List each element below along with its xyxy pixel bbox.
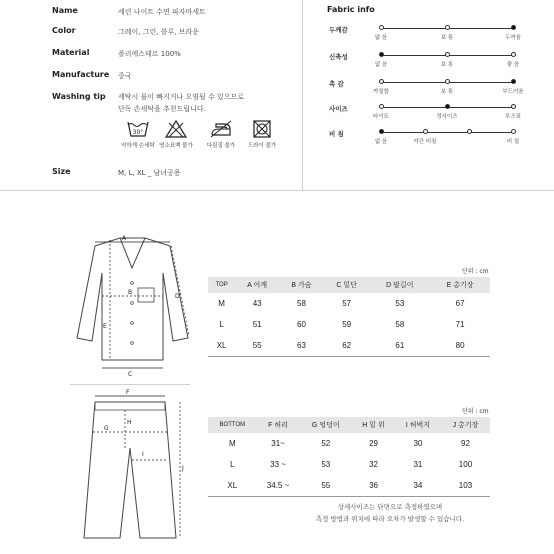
table-header-cell: H 밑 위 (352, 417, 395, 433)
care-bleach (156, 120, 196, 149)
section-divider (0, 190, 554, 191)
table-cell: 80 (430, 335, 490, 356)
table-cell: 51 (252, 320, 262, 329)
top-size-table (208, 277, 490, 357)
fabric-scale-dot (511, 25, 516, 30)
table-cell: 43 (252, 299, 262, 308)
fabric-scale-dot (511, 52, 516, 57)
washing-line1: 세탁시 물이 빠지거나 오염될 수 있으므로 (118, 93, 245, 101)
no-tumble-dry-icon (251, 120, 273, 138)
table-header-cell: TOP (208, 277, 235, 293)
fabric-scale-dot (511, 129, 516, 134)
fabric-scale-dot (379, 79, 384, 84)
fabric-scale-dot (445, 25, 450, 30)
top-unit: 단위 : cm (462, 268, 489, 275)
table-cell: M (228, 439, 236, 448)
color-label: Color (52, 26, 76, 35)
fabric-option-label: 두꺼움 (505, 35, 521, 41)
bottom-letter-h: H (127, 419, 132, 426)
table-cell: 29 (369, 439, 378, 448)
manufacture-label: Manufacture (52, 70, 110, 79)
fabric-row-label: 신축성 (329, 53, 348, 61)
fabric-option-label: 얇 음 (374, 35, 388, 41)
fabric-option-label: 보 통 (440, 89, 454, 95)
care-iron-label: 다림질 불가 (206, 143, 236, 149)
material-label: Material (52, 48, 90, 57)
fabric-scale-dot (445, 52, 450, 57)
care-dry-label: 드라이 불가 (247, 143, 277, 149)
bottom-letter-g: G (104, 425, 109, 432)
fabric-scale-dot (379, 104, 384, 109)
table-header-cell: G 엉덩이 (299, 417, 352, 433)
top-letter-c: C (128, 371, 133, 378)
table-header-cell: A 어깨 (235, 277, 279, 293)
table-cell: 71 (455, 320, 465, 329)
top-letter-e: E (103, 323, 107, 330)
material-value: 폴리에스테르 100% (118, 50, 181, 58)
fabric-row (326, 27, 546, 49)
table-cell: L (230, 460, 235, 469)
care-dry (242, 120, 282, 149)
table-row (208, 433, 490, 454)
table-cell: 58 (395, 320, 405, 329)
table-row (208, 454, 490, 475)
fabric-scale-dot (511, 79, 516, 84)
wash-30-icon (127, 120, 149, 138)
color-value: 그레이, 그린, 블루, 브라운 (118, 28, 199, 36)
table-header-cell: B 가슴 (279, 277, 324, 293)
table-cell: M (218, 299, 225, 308)
table-cell: 92 (461, 439, 470, 448)
fabric-row (326, 106, 546, 128)
note-line2: 측정 방법과 위치에 따라 오차가 발생할 수 있습니다. (315, 515, 465, 523)
name-value: 세린 나이트 수면 파자마세트 (118, 8, 206, 16)
table-cell: L (219, 320, 224, 329)
fabric-option-label: 좋 음 (506, 62, 520, 68)
washing-label: Washing tip (52, 92, 106, 101)
table-cell: 36 (352, 475, 395, 496)
size-label: Size (52, 167, 71, 176)
top-diagram (70, 228, 195, 378)
svg-text:30°: 30° (132, 129, 144, 136)
table-cell: 53 (321, 460, 331, 469)
table-header-cell: E 총기장 (430, 277, 490, 293)
table-cell: 31~ (271, 439, 285, 448)
manufacture-value: 중국 (118, 72, 132, 80)
table-header-row (208, 417, 490, 433)
table-cell: 60 (297, 320, 306, 329)
fabric-option-label: 까칠함 (373, 89, 389, 95)
fabric-option-label: 정사이즈 (436, 114, 458, 120)
table-cell: 34 (395, 475, 441, 496)
fabric-scale-dot (445, 104, 450, 109)
fabric-option-label: 비 침 (506, 139, 520, 145)
bottom-letter-j: J (182, 465, 184, 472)
diagram-divider (70, 384, 190, 385)
name-label: Name (52, 6, 78, 15)
top-letter-d: D (175, 293, 180, 300)
vertical-divider (302, 0, 303, 190)
care-wash (118, 120, 158, 149)
no-bleach-icon (165, 120, 187, 138)
fabric-row (326, 131, 546, 153)
fabric-option-label: 보 통 (440, 35, 454, 41)
bottom-letter-i: I (142, 451, 144, 458)
table-cell: 34.5 ~ (257, 475, 300, 496)
table-cell: 61 (370, 335, 431, 356)
table-header-row (208, 277, 490, 293)
table-row (208, 314, 490, 335)
care-bleach-label: 염소표백 불가 (159, 143, 193, 149)
fabric-scale-dot (511, 104, 516, 109)
bottom-unit: 단위 : cm (462, 408, 489, 415)
table-cell: 32 (369, 460, 378, 469)
bottom-diagram (80, 388, 190, 550)
table-header-cell: D 팔길이 (370, 277, 431, 293)
fabric-option-label: 루즈핏 (505, 114, 521, 120)
fabric-row (326, 81, 546, 103)
table-cell: 58 (297, 299, 306, 308)
table-header-cell: I 허벅지 (395, 417, 441, 433)
bottom-letter-f: F (126, 389, 130, 396)
table-cell: 55 (299, 475, 352, 496)
fabric-row (326, 54, 546, 76)
fabric-option-label: 약간 비침 (413, 139, 437, 145)
table-cell: 63 (279, 335, 324, 356)
table-cell: 55 (235, 335, 279, 356)
table-header-cell: BOTTOM (208, 417, 257, 433)
table-cell: 30 (413, 439, 423, 448)
table-cell: 33 ~ (270, 460, 286, 469)
note-line1: 상세사이즈는 단면으로 측정하였으며 (337, 503, 443, 511)
bottom-size-table (208, 417, 490, 497)
table-cell: 67 (455, 299, 465, 308)
table-cell: 62 (324, 335, 370, 356)
table-row (208, 475, 490, 496)
size-value: M, L, XL _ 남녀공용 (118, 169, 181, 177)
size-note (320, 501, 460, 514)
fabric-scale-track (381, 132, 513, 133)
table-cell: XL (208, 475, 257, 496)
fabric-row-label: 두께감 (329, 26, 348, 34)
fabric-row-label: 촉 감 (329, 80, 344, 88)
table-header-cell: J 총기장 (441, 417, 490, 433)
fabric-scale-dot (467, 129, 472, 134)
table-cell: 100 (458, 460, 473, 469)
no-iron-icon (209, 120, 233, 138)
fabric-scale-dot (379, 25, 384, 30)
table-cell: 52 (321, 439, 331, 448)
table-header-cell: F 허리 (257, 417, 300, 433)
care-wash-label: 약하게 손세탁 (121, 143, 155, 149)
fabric-scale-dot (423, 129, 428, 134)
top-letter-a: A (122, 235, 127, 242)
table-cell: 103 (441, 475, 490, 496)
fabric-option-label: 부드러움 (502, 89, 524, 95)
care-iron (201, 120, 241, 149)
table-cell: 59 (342, 320, 352, 329)
fabric-option-label: 타이트 (373, 114, 389, 120)
table-header-cell: C 밑단 (324, 277, 370, 293)
table-row (208, 335, 490, 356)
fabric-row-label: 사이즈 (329, 105, 348, 113)
washing-line2: 단독 손세탁을 추천드립니다. (118, 105, 206, 113)
table-cell: 53 (395, 299, 405, 308)
fabric-scale-dot (379, 52, 384, 57)
table-cell: 57 (342, 299, 352, 308)
fabric-scale-dot (379, 129, 384, 134)
table-cell: XL (208, 335, 235, 356)
fabric-option-label: 없 음 (374, 62, 388, 68)
fabric-title: Fabric info (327, 5, 375, 14)
fabric-option-label: 보 통 (440, 62, 454, 68)
top-letter-b: B (128, 289, 133, 296)
table-cell: 31 (413, 460, 423, 469)
fabric-row-label: 비 침 (329, 130, 344, 138)
fabric-scale-dot (445, 79, 450, 84)
fabric-option-label: 없 음 (374, 139, 388, 145)
table-row (208, 293, 490, 314)
